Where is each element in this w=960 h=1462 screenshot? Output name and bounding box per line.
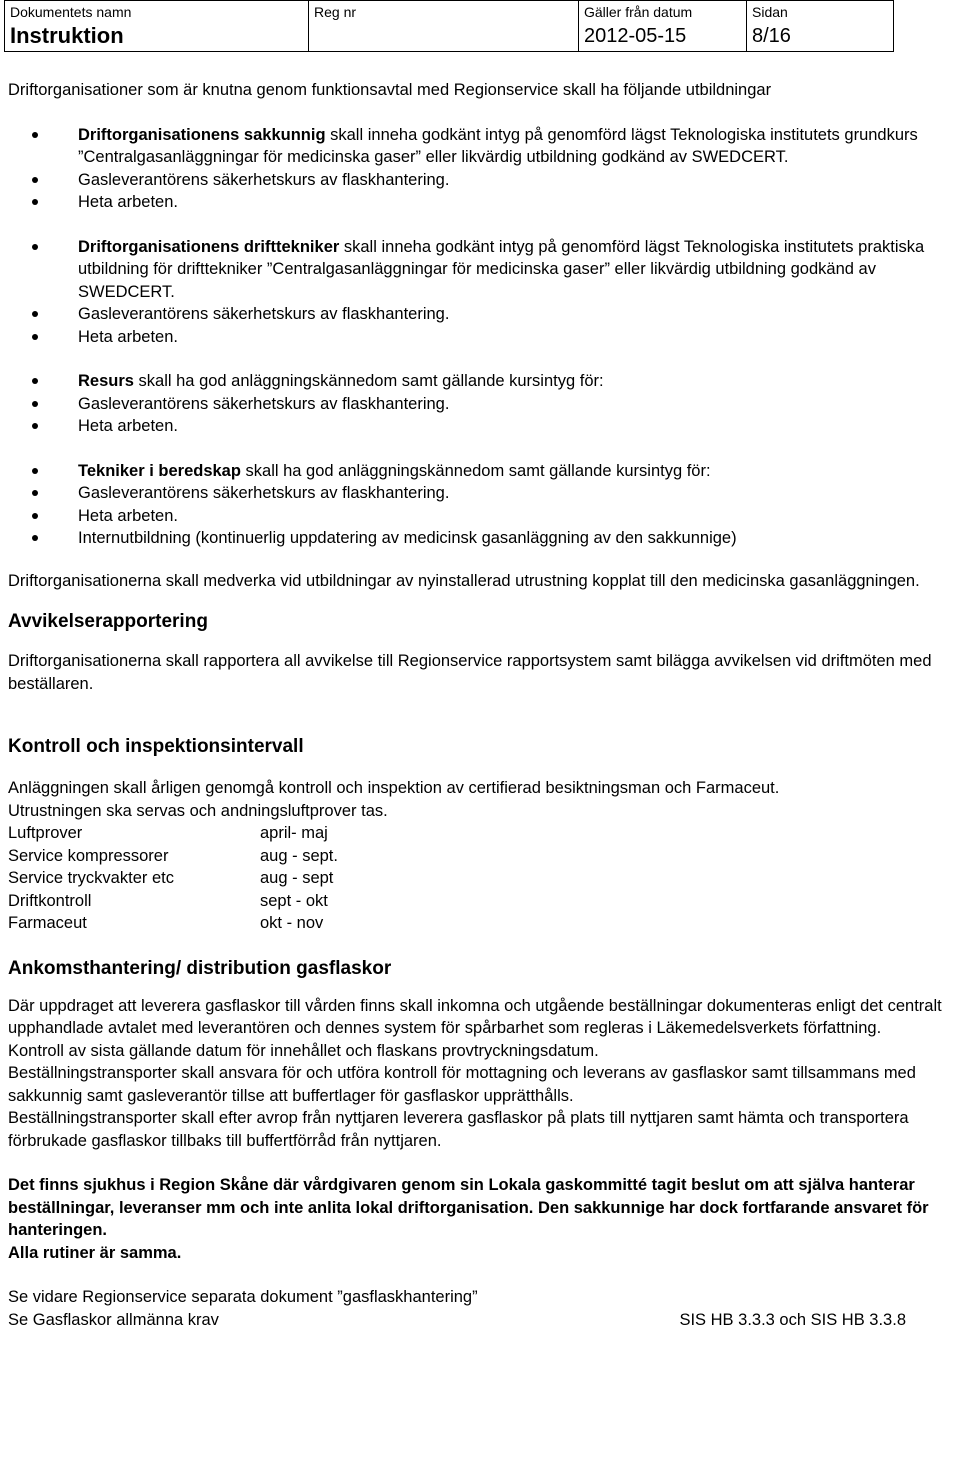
list-item bbox=[8, 415, 958, 438]
bullet-icon bbox=[32, 199, 38, 205]
control-line-2: Utrustningen ska servas och andningsluftprover tas. bbox=[8, 801, 388, 820]
list-item bbox=[8, 303, 958, 326]
item-text: Gasleverantörens säkerhetskurs av flaskhantering. bbox=[78, 170, 450, 189]
list-item bbox=[8, 527, 958, 550]
deviation-paragraph: Driftorganisationerna skall rapportera all avvikelse till Regionservice rapportsystem samt bilägga avvikelsen vid driftmöten med beställaren. bbox=[8, 652, 932, 693]
valid-from-value: 2012-05-15 bbox=[584, 25, 687, 47]
bullet-list-beredskap bbox=[8, 460, 958, 550]
training-paragraph: Driftorganisationerna skall medverka vid utbildningar av nyinstallerad utrustning kopplat till den medicinska gasanläggningen. bbox=[8, 571, 920, 590]
schedule-period: april- maj bbox=[260, 824, 328, 842]
list-item bbox=[8, 124, 958, 169]
list-item bbox=[8, 393, 958, 416]
bullet-icon bbox=[32, 490, 38, 496]
references bbox=[8, 1286, 958, 1331]
schedule-row bbox=[8, 822, 958, 845]
control-line-1: Anläggningen skall årligen genomgå kontroll och inspektion av certifierad besiktningsman och Farmaceut. bbox=[8, 779, 780, 797]
bold-note-paragraph: Det finns sjukhus i Region Skåne där vårdgivaren genom sin Lokala gaskommitté tagit beslut om att själva hanterar beställningar, leveranser mm och inte anlita lokal driftorganisation. Den sakkunnige har dock fortfarande ansvaret för hanteringen. bbox=[8, 1176, 929, 1239]
page-cell bbox=[747, 1, 894, 52]
bullet-icon bbox=[32, 311, 38, 317]
bullet-icon bbox=[32, 244, 38, 250]
bold-lead: Driftorganisationens sakkunnig bbox=[78, 125, 326, 144]
schedule-row bbox=[8, 867, 958, 890]
list-item bbox=[8, 169, 958, 192]
section-heading-arrival: Ankomsthantering/ distribution gasflaskor bbox=[8, 957, 392, 979]
schedule-item: Driftkontroll bbox=[8, 891, 92, 910]
bullet-icon bbox=[32, 334, 38, 340]
schedule-period: okt - nov bbox=[260, 914, 324, 932]
arrival-paragraph-1: Där uppdraget att leverera gasflaskor till vården finns skall inkomna och utgående beställningar dokumenteras enligt det centralt upphandlade avtalet med leverantören och dennes system för spårbarhet som regleras i Läkemedelsverkets författning. bbox=[8, 996, 942, 1037]
reference-line-1: Se vidare Regionservice separata dokument ”gasflaskhantering” bbox=[8, 1288, 478, 1306]
schedule-row bbox=[8, 912, 958, 935]
bold-lead: Driftorganisationens drifttekniker bbox=[78, 237, 340, 256]
item-text: skall ha god anläggningskännedom samt gällande kursintyg för: bbox=[240, 461, 711, 480]
doc-name-value: Instruktion bbox=[10, 23, 124, 48]
list-item bbox=[8, 191, 958, 214]
item-text: skall inneha godkänt intyg på genomförd lägst Teknologiska institutets praktiska utbildning för drifttekniker ”Centralgasanläggningar för medicinska gaser” eller likvärdig utbildning godkänd av SWEDCERT. bbox=[78, 237, 925, 301]
bullet-list-drifttekniker bbox=[8, 236, 958, 349]
bullet-icon bbox=[32, 513, 38, 519]
doc-name-label: Dokumentets namn bbox=[10, 4, 132, 20]
schedule-period: aug - sept bbox=[260, 869, 334, 887]
schedule-item: Service kompressorer bbox=[8, 846, 169, 865]
valid-from-cell bbox=[579, 1, 747, 52]
list-item bbox=[8, 505, 958, 528]
list-item bbox=[8, 236, 958, 304]
bullet-list-resurs bbox=[8, 370, 958, 438]
item-text: Gasleverantörens säkerhetskurs av flaskhantering. bbox=[78, 305, 450, 323]
item-text: Internutbildning (kontinuerlig uppdatering av medicinsk gasanläggning av den sakkunnige) bbox=[78, 529, 737, 547]
item-text: Heta arbeten. bbox=[78, 506, 178, 525]
item-text: Gasleverantörens säkerhetskurs av flaskhantering. bbox=[78, 394, 450, 413]
arrival-paragraph-3: Beställningstransporter skall ansvara för och utföra kontroll för mottagning och leverans av gasflaskor samt tillsammans med sakkunnig samt gasleverantör tillse att buffertlager för gasflaskor upprätthålls. bbox=[8, 1064, 916, 1105]
arrival-paragraph-2: Kontroll av sista gällande datum för innehållet och flaskans provtryckningsdatum. bbox=[8, 1041, 599, 1060]
reg-nr-cell bbox=[309, 1, 579, 52]
bullet-icon bbox=[32, 177, 38, 183]
reference-left: Se Gasflaskor allmänna krav bbox=[8, 1310, 219, 1329]
bullet-icon bbox=[32, 378, 38, 384]
list-item bbox=[8, 482, 958, 505]
schedule-period: sept - okt bbox=[260, 891, 328, 910]
item-text: skall inneha godkänt intyg på genomförd lägst Teknologiska institutets grundkurs ”Centralgasanläggningar för medicinska gaser” eller likvärdig utbildning godkänd av SWEDCERT. bbox=[78, 125, 918, 166]
schedule-item: Farmaceut bbox=[8, 914, 87, 932]
bold-lead: Tekniker i beredskap bbox=[78, 461, 241, 480]
list-item bbox=[8, 326, 958, 349]
reference-right: SIS HB 3.3.3 och SIS HB 3.3.8 bbox=[679, 1310, 906, 1329]
valid-from-label: Gäller från datum bbox=[584, 4, 693, 20]
list-item bbox=[8, 370, 958, 393]
schedule-item: Service tryckvakter etc bbox=[8, 869, 174, 887]
arrival-paragraph-4: Beställningstransporter skall efter avrop från nyttjaren leverera gasflaskor på plats till nyttjaren samt hämta och transportera förbrukade gasflaskor tillbaks till buffertförråd från nyttjaren. bbox=[8, 1109, 909, 1150]
item-text: Gasleverantörens säkerhetskurs av flaskhantering. bbox=[78, 484, 450, 502]
item-text: Heta arbeten. bbox=[78, 193, 178, 211]
document-header bbox=[4, 0, 894, 52]
bullet-icon bbox=[32, 423, 38, 429]
item-text: skall ha god anläggningskännedom samt gällande kursintyg för: bbox=[133, 372, 604, 390]
inspection-schedule bbox=[8, 822, 958, 935]
bullet-icon bbox=[32, 535, 38, 541]
doc-name-cell bbox=[5, 1, 309, 52]
reg-nr-label: Reg nr bbox=[314, 4, 357, 20]
item-text: Heta arbeten. bbox=[78, 327, 178, 346]
bullet-icon bbox=[32, 468, 38, 474]
reference-line-2 bbox=[8, 1309, 906, 1332]
page-number: 8/16 bbox=[752, 25, 791, 47]
document-body bbox=[8, 79, 958, 1331]
bold-note-routines: Alla rutiner är samma. bbox=[8, 1243, 182, 1262]
section-heading-control: Kontroll och inspektionsintervall bbox=[8, 736, 304, 757]
intro-paragraph: Driftorganisationer som är knutna genom funktionsavtal med Regionservice skall ha följande utbildningar bbox=[8, 81, 772, 99]
bullet-icon bbox=[32, 132, 38, 138]
bullet-list-sakkunnig bbox=[8, 124, 958, 214]
schedule-period: aug - sept. bbox=[260, 846, 338, 865]
schedule-item: Luftprover bbox=[8, 824, 83, 842]
item-text: Heta arbeten. bbox=[78, 417, 178, 435]
section-heading-deviation: Avvikelserapportering bbox=[8, 611, 208, 632]
schedule-row bbox=[8, 890, 958, 913]
schedule-row bbox=[8, 845, 958, 868]
bullet-icon bbox=[32, 401, 38, 407]
bold-lead: Resurs bbox=[78, 372, 134, 390]
list-item bbox=[8, 460, 958, 483]
page-label: Sidan bbox=[752, 4, 788, 20]
